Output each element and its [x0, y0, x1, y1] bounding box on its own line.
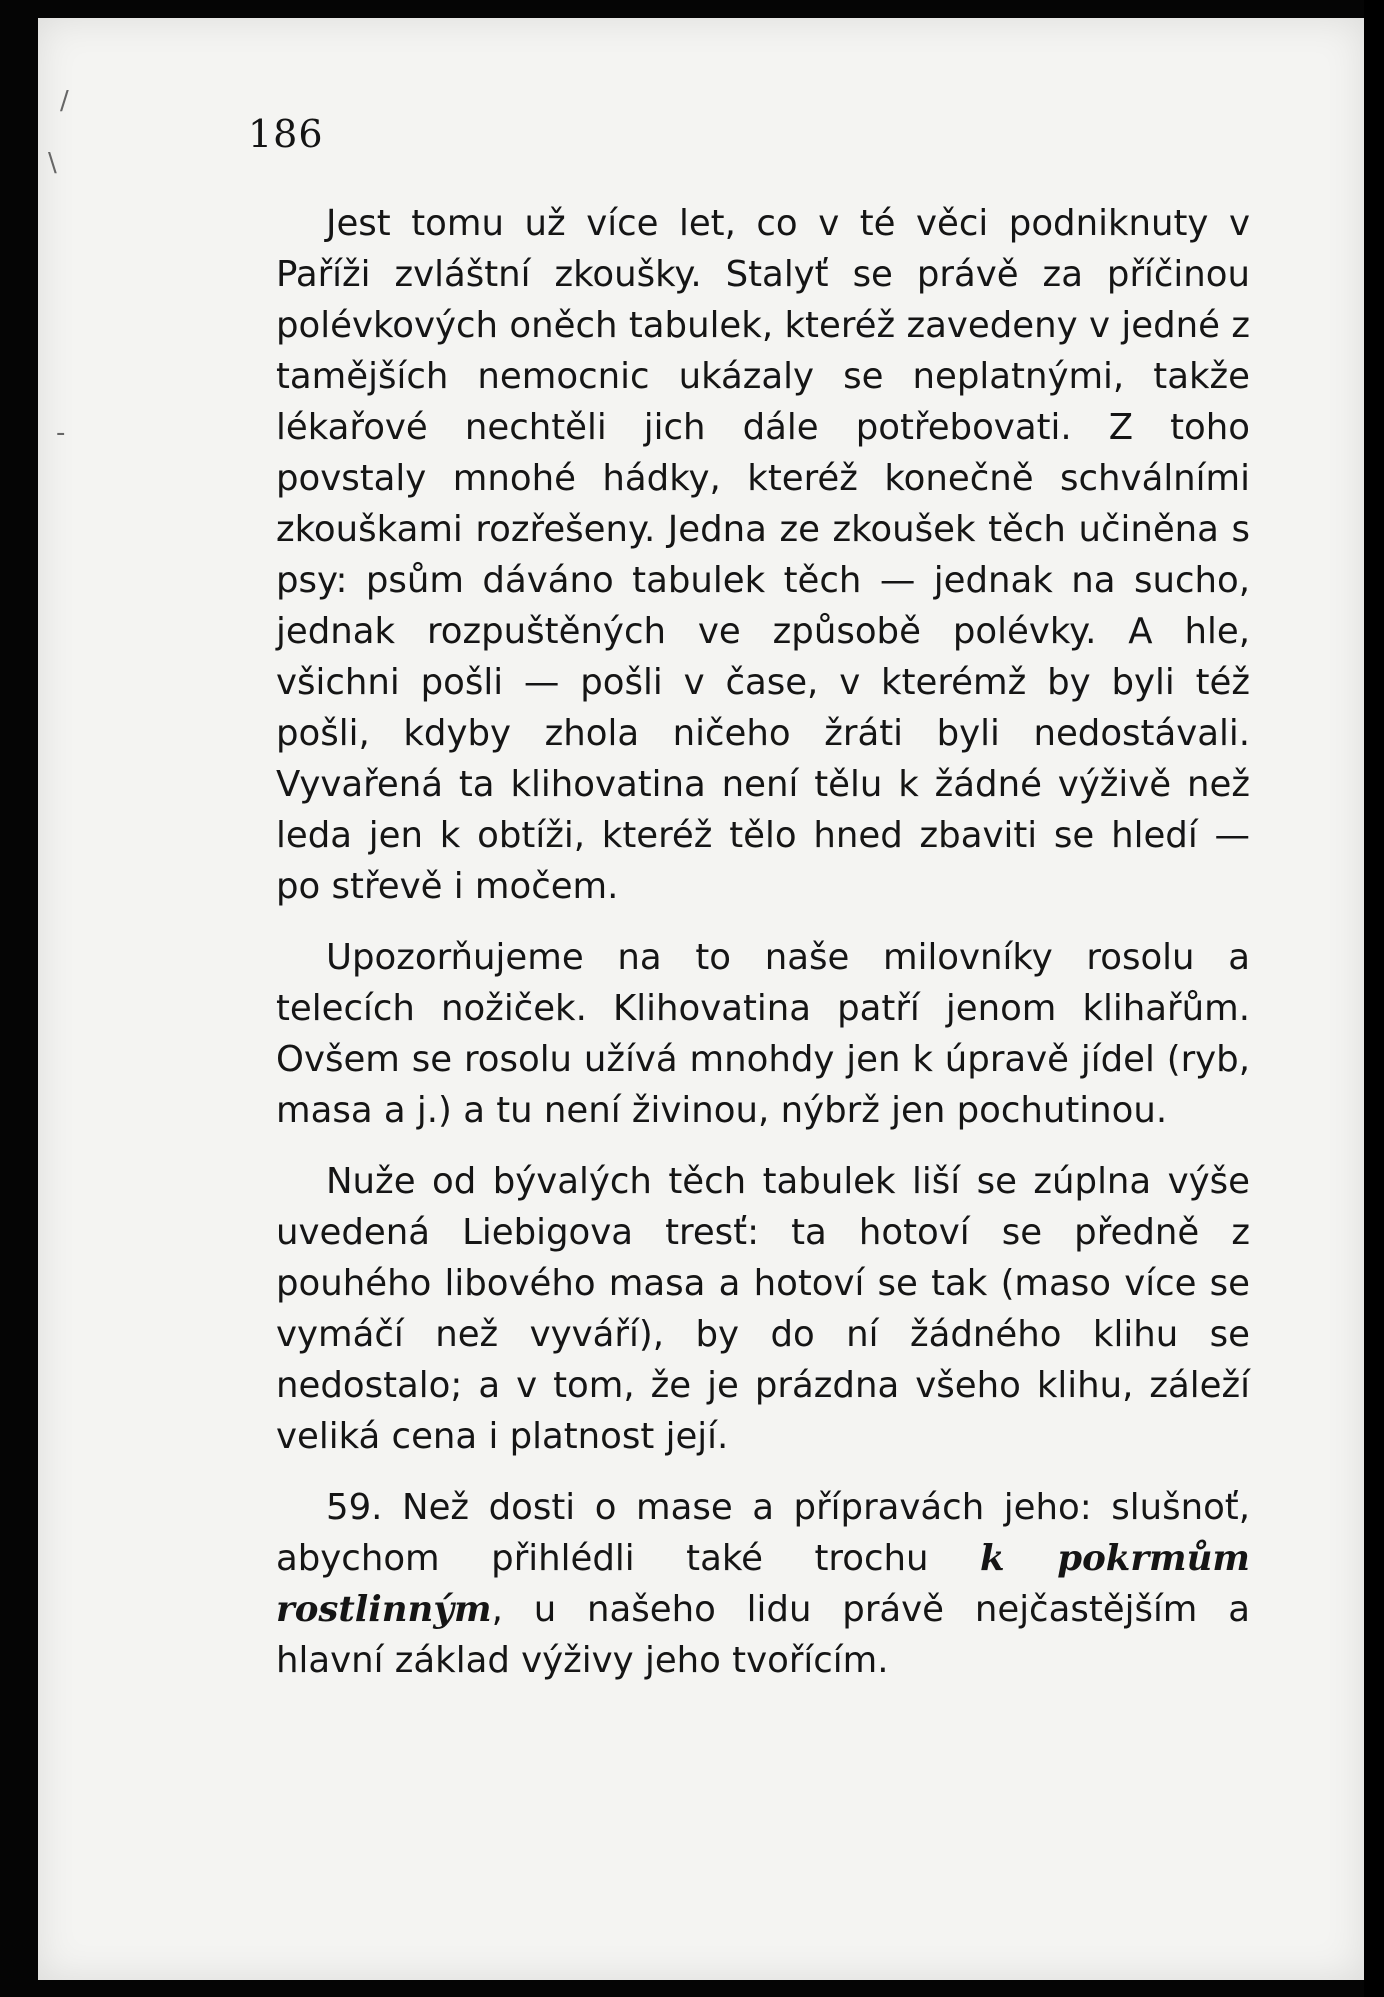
page-number: 186	[248, 112, 324, 156]
paragraph-text: , u našeho lidu právě nejčastějším a hlavní základ výživy jeho tvořícím.	[276, 1589, 1250, 1681]
paragraph-59	[276, 1482, 1250, 1686]
margin-mark: \	[48, 148, 57, 178]
body-text	[276, 198, 1250, 1686]
margin-mark: /	[60, 86, 69, 116]
paragraph-text: 59. Než dosti o mase a přípravách jeho: slušnoť, abychom přihlédli také trochu	[276, 1487, 1250, 1579]
paragraph: Nuže od bývalých těch tabulek liší se zúplna výše uvedená Liebigova tresť: ta hotoví se předně z pouhého libového masa a hotoví se tak (maso více se vymáčí než vyváří), by do ní žádného klihu se nedostalo; a v tom, že je prázdna všeho klihu, záleží veliká cena i platnost její.	[276, 1161, 1250, 1457]
emphasis-text: k pokrmům rostlinným	[276, 1538, 1250, 1630]
paragraph: Jest tomu už více let, co v té věci podniknuty v Paříži zvláštní zkoušky. Stalyť se právě za příčinou polévkových oněch tabulek, kteréž zavedeny v jedné z tamějších nemocnic ukázaly se neplatnými, takže lékařové nechtěli jich dále potřebovati. Z toho povstaly mnohé hádky, kteréž konečně schválními zkouškami rozřešeny. Jedna ze zkoušek těch učiněna s psy: psům dáváno tabulek těch — jednak na sucho, jednak rozpuštěných ve způsobě polévky. A hle, všichni pošli — pošli v čase, v kterémž by byli též pošli, kdyby zhola ničeho žráti byli nedostávali. Vyvařená ta klihovatina není tělu k žádné výživě než leda jen k obtíži, kteréž tělo hned zbaviti se hledí — po střevě i močem.	[276, 203, 1250, 907]
margin-mark: -	[56, 418, 66, 448]
paragraph: Upozorňujeme na to naše milovníky rosolu a telecích nožiček. Klihovatina patří jenom klihařům. Ovšem se rosolu užívá mnohdy jen k úpravě jídel (ryb, masa a j.) a tu není živinou, nýbrž jen pochutinou.	[276, 937, 1250, 1131]
scan-edge	[1364, 0, 1384, 1997]
